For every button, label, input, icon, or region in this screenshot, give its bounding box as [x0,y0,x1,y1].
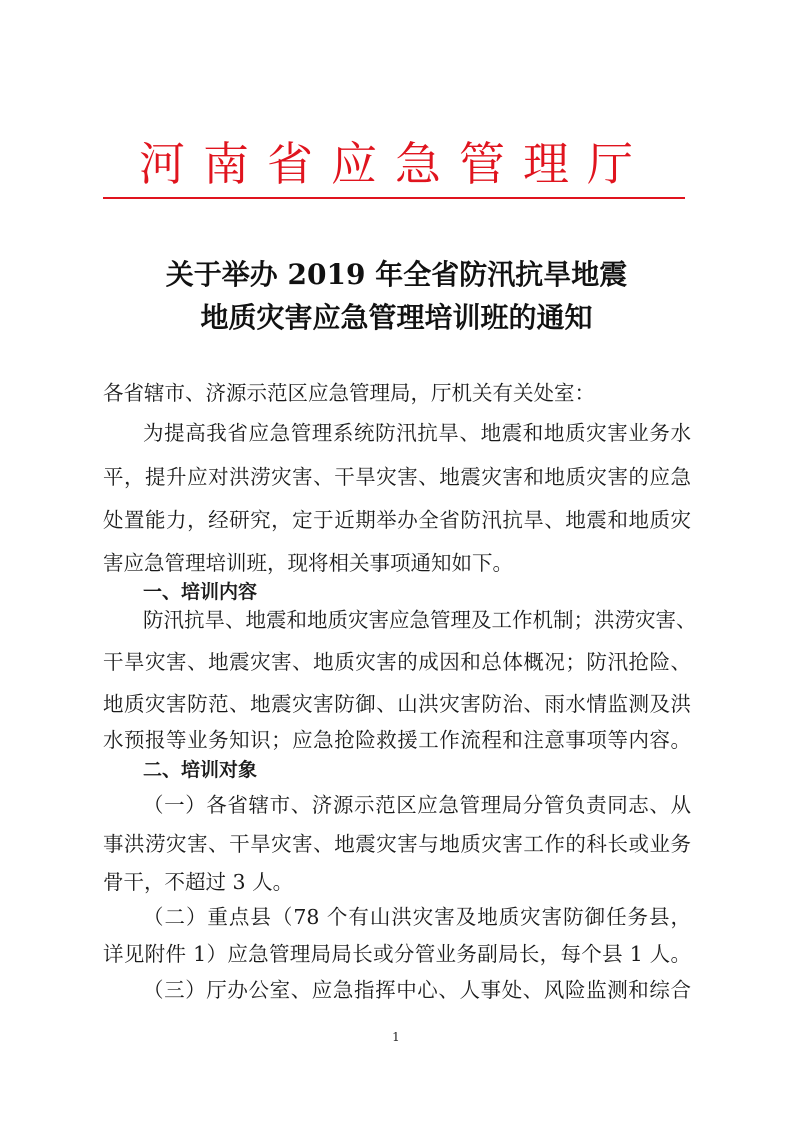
section2-item1-line-1: （一）各省辖市、济源示范区应急管理局分管负责同志、从 [143,793,691,817]
section2-item2-line-2: 详见附件 1）应急管理局局长或分管业务副局长，每个县 1 人。 [103,942,691,966]
intro-line-1: 为提高我省应急管理系统防汛抗旱、地震和地质灾害业务水 [143,421,691,445]
issuing-agency-header: 河南省应急管理厅 [139,137,651,191]
page-number: 1 [392,1030,400,1044]
section1-line-1: 防汛抗旱、地震和地质灾害应急管理及工作机制；洪涝灾害、 [143,608,697,632]
section1-line-4: 水预报等业务知识；应急抢险救援工作流程和注意事项等内容。 [103,728,691,752]
document-title-line-1: 关于举办 2019 年全省防汛抗旱地震 [165,258,628,291]
section-heading-training-targets: 二、培训对象 [143,759,258,781]
section2-item3-line-1: （三）厅办公室、应急指挥中心、人事处、风险监测和综合 [143,978,691,1002]
intro-line-3: 处置能力，经研究，定于近期举办全省防汛抗旱、地震和地质灾 [103,508,691,532]
section1-line-2: 干旱灾害、地震灾害、地质灾害的成因和总体概况；防汛抢险、 [103,650,691,674]
section1-line-3: 地质灾害防范、地震灾害防御、山洪灾害防治、雨水情监测及洪 [103,692,691,716]
section2-item2-line-1: （二）重点县（78 个有山洪灾害及地质灾害防御任务县， [143,905,691,929]
section2-item1-line-3: 骨干，不超过 3 人。 [103,870,294,894]
section-heading-training-content: 一、培训内容 [143,581,258,603]
red-separator-line [103,197,685,199]
section2-item1-line-2: 事洪涝灾害、干旱灾害、地震灾害与地质灾害工作的科长或业务 [103,832,691,856]
document-title-line-2: 地质灾害应急管理培训班的通知 [200,301,593,334]
intro-line-2: 平，提升应对洪涝灾害、干旱灾害、地震灾害和地质灾害的应急 [103,465,691,489]
intro-line-4: 害应急管理培训班，现将相关事项通知如下。 [103,551,513,575]
salutation: 各省辖市、济源示范区应急管理局，厅机关有关处室： [103,381,595,405]
